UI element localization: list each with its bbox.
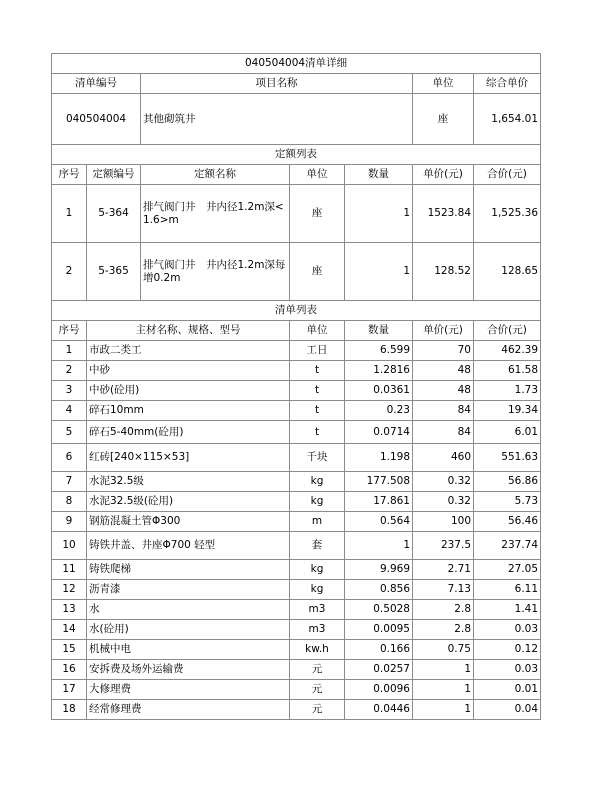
material-price: 48 — [413, 361, 474, 381]
quota-code: 5-365 — [87, 243, 141, 301]
material-qty: 6.599 — [345, 341, 413, 361]
quota-col-price: 单价(元) — [413, 165, 474, 185]
material-price: 48 — [413, 381, 474, 401]
material-unit: 工日 — [290, 341, 345, 361]
material-price: 0.32 — [413, 472, 474, 492]
material-name: 经常修理费 — [87, 700, 290, 720]
material-total: 5.73 — [474, 492, 541, 512]
material-name: 水(砼用) — [87, 620, 290, 640]
material-price: 1 — [413, 680, 474, 700]
material-qty: 0.0446 — [345, 700, 413, 720]
material-name: 中砂(砼用) — [87, 381, 290, 401]
material-price: 0.75 — [413, 640, 474, 660]
material-qty: 0.0096 — [345, 680, 413, 700]
material-name: 水 — [87, 600, 290, 620]
material-unit: kw.h — [290, 640, 345, 660]
mat-col-unit: 单位 — [290, 321, 345, 341]
material-total: 56.86 — [474, 472, 541, 492]
material-total: 0.01 — [474, 680, 541, 700]
material-name: 铸铁爬梯 — [87, 560, 290, 580]
quota-qty: 1 — [345, 243, 413, 301]
material-name: 钢筋混凝土管Φ300 — [87, 512, 290, 532]
material-total: 0.03 — [474, 660, 541, 680]
material-name: 安拆费及场外运输费 — [87, 660, 290, 680]
material-name: 沥青漆 — [87, 580, 290, 600]
material-name: 水泥32.5级 — [87, 472, 290, 492]
material-row — [52, 361, 541, 381]
material-row — [52, 341, 541, 361]
material-total: 1.73 — [474, 381, 541, 401]
material-unit: t — [290, 401, 345, 421]
material-total: 1.41 — [474, 600, 541, 620]
material-total: 0.04 — [474, 700, 541, 720]
quota-no: 2 — [52, 243, 87, 301]
material-unit: t — [290, 361, 345, 381]
material-no: 10 — [52, 532, 87, 560]
material-total: 0.03 — [474, 620, 541, 640]
material-row — [52, 401, 541, 421]
material-unit: kg — [290, 560, 345, 580]
quota-unit: 座 — [290, 243, 345, 301]
quota-row — [52, 243, 541, 301]
material-row — [52, 512, 541, 532]
material-unit: 元 — [290, 680, 345, 700]
material-row — [52, 580, 541, 600]
material-price: 460 — [413, 444, 474, 472]
material-price: 84 — [413, 421, 474, 444]
material-unit: 套 — [290, 532, 345, 560]
table-title: 040504004清单详细 — [52, 54, 541, 74]
quota-price: 1523.84 — [413, 185, 474, 243]
quota-code: 5-364 — [87, 185, 141, 243]
material-row — [52, 444, 541, 472]
header-price: 综合单价 — [474, 74, 541, 94]
material-name: 红砖[240×115×53] — [87, 444, 290, 472]
material-qty: 0.856 — [345, 580, 413, 600]
quota-row — [52, 185, 541, 243]
material-row — [52, 421, 541, 444]
quota-col-code: 定额编号 — [87, 165, 141, 185]
material-qty: 1 — [345, 532, 413, 560]
quota-col-unit: 单位 — [290, 165, 345, 185]
quota-col-name: 定额名称 — [141, 165, 290, 185]
material-total: 19.34 — [474, 401, 541, 421]
quota-name: 排气阀门井 井内径1.2m深每增0.2m — [141, 243, 290, 301]
material-price: 0.32 — [413, 492, 474, 512]
material-price: 1 — [413, 700, 474, 720]
material-unit: 元 — [290, 700, 345, 720]
material-price: 2.71 — [413, 560, 474, 580]
material-row — [52, 600, 541, 620]
material-row — [52, 560, 541, 580]
header-unit: 单位 — [413, 74, 474, 94]
material-qty: 0.0714 — [345, 421, 413, 444]
material-no: 3 — [52, 381, 87, 401]
material-unit: 元 — [290, 660, 345, 680]
material-qty: 0.564 — [345, 512, 413, 532]
material-no: 13 — [52, 600, 87, 620]
material-price: 7.13 — [413, 580, 474, 600]
material-no: 9 — [52, 512, 87, 532]
material-price: 2.8 — [413, 620, 474, 640]
material-qty: 0.166 — [345, 640, 413, 660]
material-qty: 0.0361 — [345, 381, 413, 401]
material-total: 237.74 — [474, 532, 541, 560]
material-qty: 0.0095 — [345, 620, 413, 640]
material-price: 100 — [413, 512, 474, 532]
quota-total: 1,525.36 — [474, 185, 541, 243]
material-no: 1 — [52, 341, 87, 361]
material-name: 市政二类工 — [87, 341, 290, 361]
material-name: 碎石5-40mm(砼用) — [87, 421, 290, 444]
material-row — [52, 620, 541, 640]
material-no: 4 — [52, 401, 87, 421]
mat-col-no: 序号 — [52, 321, 87, 341]
quota-total: 128.65 — [474, 243, 541, 301]
quota-col-total: 合价(元) — [474, 165, 541, 185]
material-row — [52, 640, 541, 660]
material-total: 551.63 — [474, 444, 541, 472]
material-total: 462.39 — [474, 341, 541, 361]
mat-col-name: 主材名称、规格、型号 — [87, 321, 290, 341]
material-total: 27.05 — [474, 560, 541, 580]
item-unit: 座 — [413, 94, 474, 145]
material-row — [52, 680, 541, 700]
material-name: 铸铁井盖、井座Φ700 轻型 — [87, 532, 290, 560]
material-price: 70 — [413, 341, 474, 361]
quota-section-title: 定额列表 — [52, 145, 541, 165]
material-price: 84 — [413, 401, 474, 421]
material-name: 水泥32.5级(砼用) — [87, 492, 290, 512]
material-qty: 0.0257 — [345, 660, 413, 680]
item-name: 其他砌筑井 — [141, 94, 413, 145]
material-no: 16 — [52, 660, 87, 680]
mat-col-qty: 数量 — [345, 321, 413, 341]
material-total: 6.01 — [474, 421, 541, 444]
material-price: 2.8 — [413, 600, 474, 620]
material-row — [52, 532, 541, 560]
material-price: 1 — [413, 660, 474, 680]
quota-name: 排气阀门井 井内径1.2m深<1.6>m — [141, 185, 290, 243]
material-no: 7 — [52, 472, 87, 492]
material-unit: t — [290, 381, 345, 401]
item-code: 040504004 — [52, 94, 141, 145]
material-unit: kg — [290, 492, 345, 512]
material-qty: 0.23 — [345, 401, 413, 421]
material-unit: m3 — [290, 600, 345, 620]
material-no: 18 — [52, 700, 87, 720]
material-unit: kg — [290, 580, 345, 600]
material-qty: 177.508 — [345, 472, 413, 492]
header-code: 清单编号 — [52, 74, 141, 94]
material-no: 15 — [52, 640, 87, 660]
material-unit: m3 — [290, 620, 345, 640]
material-total: 6.11 — [474, 580, 541, 600]
mat-col-price: 单价(元) — [413, 321, 474, 341]
mat-col-total: 合价(元) — [474, 321, 541, 341]
material-unit: t — [290, 421, 345, 444]
material-no: 14 — [52, 620, 87, 640]
material-no: 12 — [52, 580, 87, 600]
material-name: 中砂 — [87, 361, 290, 381]
quota-col-qty: 数量 — [345, 165, 413, 185]
material-total: 56.46 — [474, 512, 541, 532]
material-qty: 17.861 — [345, 492, 413, 512]
material-total: 61.58 — [474, 361, 541, 381]
material-total: 0.12 — [474, 640, 541, 660]
quota-qty: 1 — [345, 185, 413, 243]
material-no: 11 — [52, 560, 87, 580]
bill-detail-table — [51, 53, 541, 720]
materials-section-title: 清单列表 — [52, 301, 541, 321]
material-qty: 0.5028 — [345, 600, 413, 620]
material-row — [52, 700, 541, 720]
quota-unit: 座 — [290, 185, 345, 243]
header-name: 项目名称 — [141, 74, 413, 94]
material-no: 17 — [52, 680, 87, 700]
material-no: 6 — [52, 444, 87, 472]
material-no: 5 — [52, 421, 87, 444]
material-qty: 1.2816 — [345, 361, 413, 381]
material-no: 2 — [52, 361, 87, 381]
quota-no: 1 — [52, 185, 87, 243]
quota-price: 128.52 — [413, 243, 474, 301]
material-name: 大修理费 — [87, 680, 290, 700]
material-qty: 1.198 — [345, 444, 413, 472]
material-name: 碎石10mm — [87, 401, 290, 421]
material-no: 8 — [52, 492, 87, 512]
quota-col-no: 序号 — [52, 165, 87, 185]
material-row — [52, 660, 541, 680]
material-row — [52, 381, 541, 401]
material-row — [52, 472, 541, 492]
material-row — [52, 492, 541, 512]
material-qty: 9.969 — [345, 560, 413, 580]
material-name: 机械中电 — [87, 640, 290, 660]
item-price: 1,654.01 — [474, 94, 541, 145]
material-unit: 千块 — [290, 444, 345, 472]
material-price: 237.5 — [413, 532, 474, 560]
material-unit: m — [290, 512, 345, 532]
material-unit: kg — [290, 472, 345, 492]
